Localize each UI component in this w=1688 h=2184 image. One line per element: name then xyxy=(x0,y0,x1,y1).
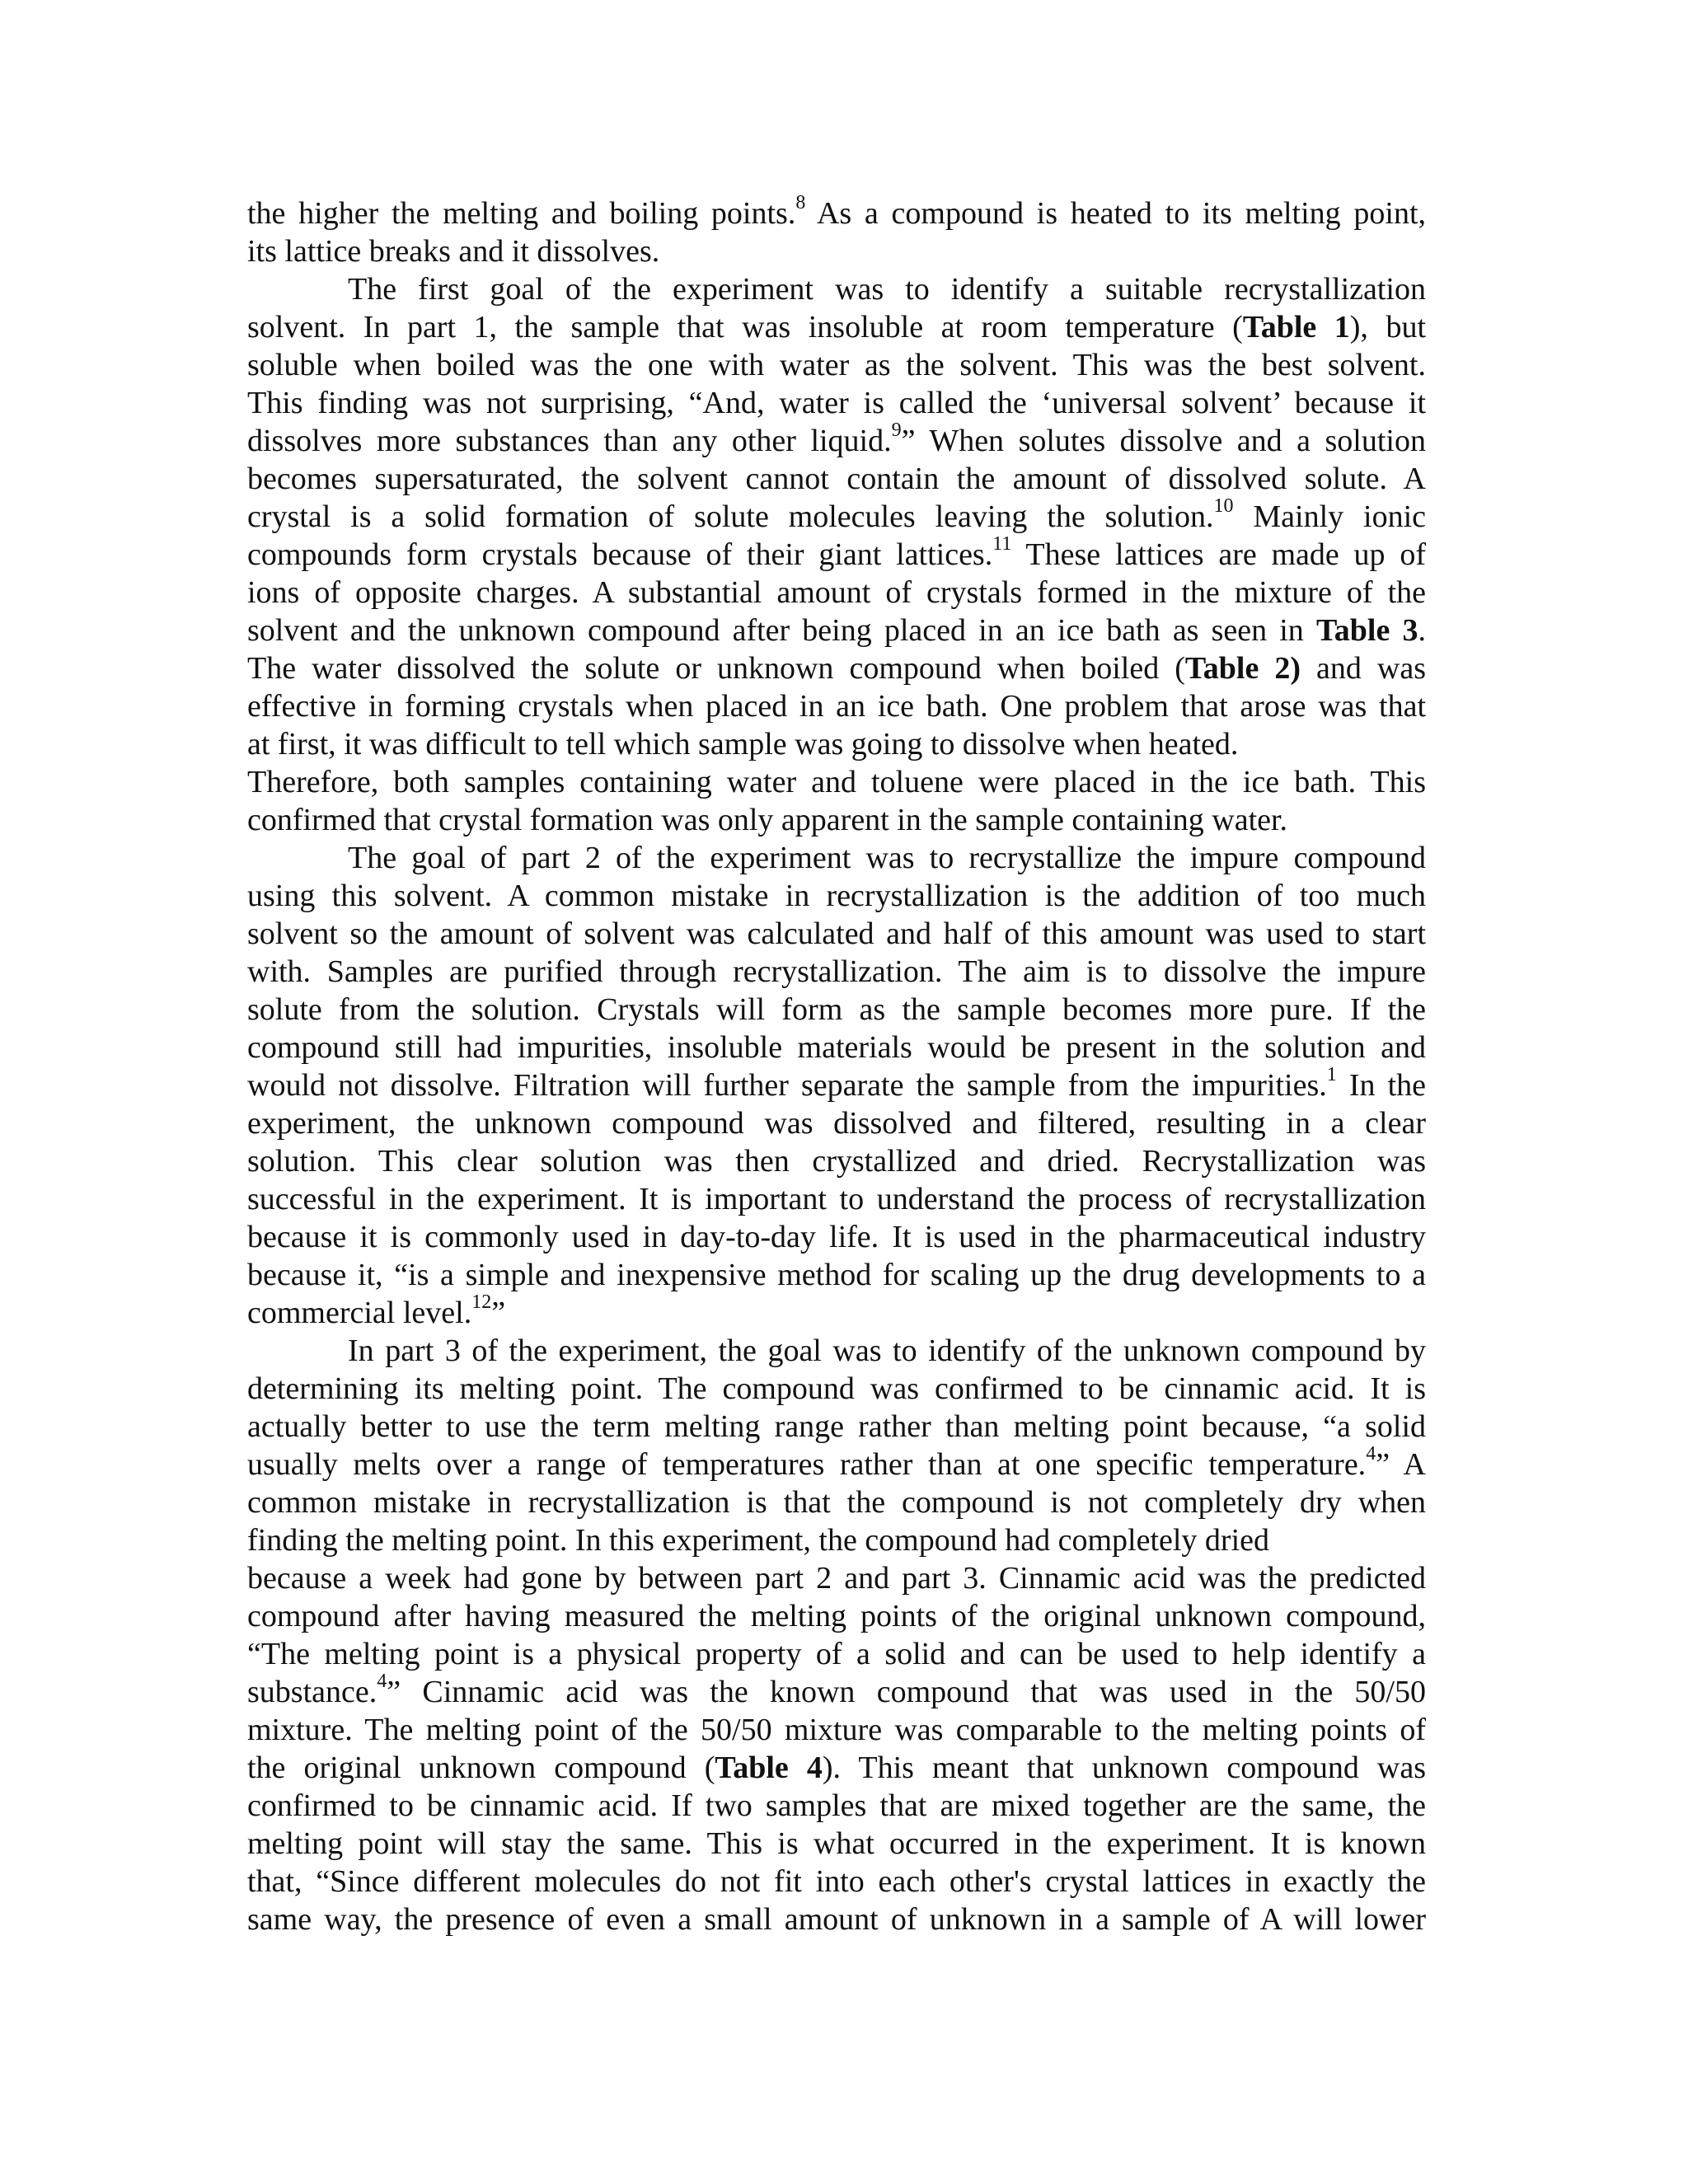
text-segment: experiment, the unknown compound was dissolved and filtered, resulting in a clear xyxy=(247,1106,1426,1141)
text-segment: The goal of part 2 of the experiment was to recrystallize the impure compound xyxy=(348,841,1426,875)
text-segment: ” When solutes dissolve and a solution xyxy=(901,424,1426,458)
text-segment: ” xyxy=(491,1296,506,1330)
text-segment: compound after having measured the melting points of the original unknown compound, xyxy=(247,1599,1426,1633)
text-segment: compound still had impurities, insoluble materials would be present in the solution and xyxy=(247,1030,1426,1065)
text-segment: This finding was not surprising, “And, water is called the ‘universal solvent’ because it xyxy=(247,386,1426,420)
text-segment: ” Cinnamic acid was the known compound that was used in the 50/50 xyxy=(387,1675,1426,1709)
document-page xyxy=(247,194,1426,1938)
text-line xyxy=(247,419,1426,460)
text-line xyxy=(247,384,1426,422)
text-line xyxy=(247,839,1426,877)
text-line xyxy=(247,1256,1426,1294)
text-line xyxy=(247,1370,1426,1408)
text-line xyxy=(247,574,1426,612)
bold-table-ref: Table 2) xyxy=(1184,651,1301,686)
text-segment: ” A xyxy=(1376,1447,1426,1482)
text-line xyxy=(247,1142,1426,1180)
text-line xyxy=(247,1180,1426,1218)
text-line xyxy=(247,649,1426,687)
text-line xyxy=(247,1521,1426,1559)
text-line xyxy=(247,460,1426,498)
text-segment: crystal is a solid formation of solute molecules leaving the solution. xyxy=(247,499,1214,534)
text-segment: These lattices are made up of xyxy=(1011,537,1426,572)
text-segment: commercial level. xyxy=(247,1296,472,1330)
text-line xyxy=(247,1597,1426,1635)
text-segment: compounds form crystals because of their giant lattices. xyxy=(247,537,993,572)
text-segment: melting point will stay the same. This is what occurred in the experiment. It is known xyxy=(247,1826,1426,1861)
text-segment: with. Samples are purified through recrystallization. The aim is to dissolve the impure xyxy=(247,954,1426,989)
text-line xyxy=(247,1635,1426,1673)
text-segment: solvent. In part 1, the sample that was insoluble at room temperature ( xyxy=(247,310,1243,344)
text-segment: solvent and the unknown compound after being placed in an ice bath as seen in xyxy=(247,613,1316,648)
text-segment: because a week had gone by between part 2 and part 3. Cinnamic acid was the predicted xyxy=(247,1561,1426,1596)
text-segment: . xyxy=(1418,613,1426,648)
text-segment: because it is commonly used in day-to-day life. It is used in the pharmaceutical industry xyxy=(247,1220,1426,1254)
text-segment: the higher the melting and boiling points. xyxy=(247,196,796,231)
text-line xyxy=(247,725,1426,763)
text-segment: solution. This clear solution was then crystallized and dried. Recrystallization was xyxy=(247,1144,1426,1179)
text-line xyxy=(247,915,1426,953)
text-segment: because it, “is a simple and inexpensive method for scaling up the drug developments to a xyxy=(247,1258,1426,1292)
text-line xyxy=(247,270,1426,308)
text-segment: “The melting point is a physical property of a solid and can be used to help identify a xyxy=(247,1637,1426,1671)
text-line xyxy=(247,1104,1426,1142)
text-segment: becomes supersaturated, the solvent cannot contain the amount of dissolved solute. A xyxy=(247,462,1426,496)
text-line xyxy=(247,232,1426,270)
text-line xyxy=(247,1029,1426,1066)
text-line xyxy=(247,308,1426,346)
text-segment: As a compound is heated to its melting point, xyxy=(805,196,1426,231)
text-segment: actually better to use the term melting range rather than melting point because, “a solid xyxy=(247,1409,1426,1444)
text-segment: dissolves more substances than any other liquid. xyxy=(247,424,892,458)
text-segment: The first goal of the experiment was to identify a suitable recrystallization xyxy=(348,272,1426,307)
text-line xyxy=(247,1408,1426,1446)
text-segment: The water dissolved the solute or unknown compound when boiled ( xyxy=(247,651,1185,686)
bold-table-ref: Table 4 xyxy=(715,1750,823,1785)
text-line xyxy=(247,763,1426,801)
text-line xyxy=(247,953,1426,991)
text-segment: that, “Since different molecules do not fit into each other's crystal lattices in exactly the xyxy=(247,1864,1426,1899)
text-segment: ), but xyxy=(1349,310,1427,344)
text-line xyxy=(247,533,1426,574)
text-line xyxy=(247,1066,1426,1104)
text-line xyxy=(247,1711,1426,1749)
footnote-ref: 11 xyxy=(992,533,1012,555)
text-line xyxy=(247,1825,1426,1863)
text-line xyxy=(247,612,1426,649)
text-segment: determining its melting point. The compound was confirmed to be cinnamic acid. It is xyxy=(247,1371,1426,1406)
text-line xyxy=(247,194,1426,232)
text-line xyxy=(247,1863,1426,1900)
text-line xyxy=(247,801,1426,839)
text-segment: at first, it was difficult to tell which sample was going to dissolve when heated. xyxy=(247,727,1239,762)
text-segment: soluble when boiled was the one with water as the solvent. This was the best solvent. xyxy=(247,348,1426,382)
text-segment: same way, the presence of even a small amount of unknown in a sample of A will lower xyxy=(247,1902,1426,1937)
text-segment: ions of opposite charges. A substantial amount of crystals formed in the mixture of the xyxy=(247,575,1426,610)
text-segment: In the xyxy=(1336,1068,1426,1103)
text-line xyxy=(247,1749,1426,1787)
footnote-ref: 8 xyxy=(795,192,806,214)
text-line xyxy=(247,346,1426,384)
text-line xyxy=(247,1332,1426,1370)
footnote-ref: 1 xyxy=(1326,1064,1337,1086)
text-line xyxy=(247,1673,1426,1711)
text-segment: effective in forming crystals when placed in an ice bath. One problem that arose was that xyxy=(247,689,1426,724)
text-line xyxy=(247,495,1426,536)
text-line xyxy=(247,1291,1426,1332)
bold-table-ref: Table 1 xyxy=(1242,310,1350,344)
text-line xyxy=(247,1483,1426,1521)
text-segment: ). This meant that unknown compound was xyxy=(822,1750,1426,1785)
text-segment: solute from the solution. Crystals will form as the sample becomes more pure. If the xyxy=(247,992,1426,1027)
text-line xyxy=(247,991,1426,1029)
text-segment: using this solvent. A common mistake in recrystallization is the addition of too much xyxy=(247,879,1426,913)
footnote-ref: 4 xyxy=(1366,1443,1376,1465)
text-line xyxy=(247,877,1426,915)
text-line xyxy=(247,1443,1426,1483)
text-line xyxy=(247,1218,1426,1256)
text-segment: substance. xyxy=(247,1675,377,1709)
text-segment: usually melts over a range of temperatures rather than at one specific temperature. xyxy=(247,1447,1367,1482)
text-segment: In part 3 of the experiment, the goal was to identify of the unknown compound by xyxy=(348,1333,1426,1368)
text-segment: and was xyxy=(1300,651,1426,686)
text-line xyxy=(247,1787,1426,1825)
text-line xyxy=(247,687,1426,725)
text-line xyxy=(247,1559,1426,1597)
text-segment: confirmed to be cinnamic acid. If two samples that are mixed together are the same, the xyxy=(247,1788,1426,1823)
text-segment: would not dissolve. Filtration will further separate the sample from the impurities. xyxy=(247,1068,1327,1103)
text-segment: the original unknown compound ( xyxy=(247,1750,715,1785)
footnote-ref: 4 xyxy=(377,1671,387,1693)
bold-table-ref: Table 3 xyxy=(1315,613,1418,648)
text-segment: mixture. The melting point of the 50/50 mixture was comparable to the melting points of xyxy=(247,1713,1426,1747)
footnote-ref: 9 xyxy=(891,419,902,442)
text-segment: Therefore, both samples containing water and toluene were placed in the ice bath. This xyxy=(247,765,1426,799)
text-line xyxy=(247,1900,1426,1938)
footnote-ref: 12 xyxy=(471,1291,492,1314)
text-segment: its lattice breaks and it dissolves. xyxy=(247,234,660,269)
text-segment: common mistake in recrystallization is that the compound is not completely dry when xyxy=(247,1485,1426,1520)
footnote-ref: 10 xyxy=(1213,495,1234,518)
text-segment: successful in the experiment. It is important to understand the process of recrystallization xyxy=(247,1182,1426,1216)
text-segment: confirmed that crystal formation was only apparent in the sample containing water. xyxy=(247,803,1288,837)
text-segment: solvent so the amount of solvent was calculated and half of this amount was used to start xyxy=(247,916,1426,951)
text-segment: finding the melting point. In this experiment, the compound had completely dried xyxy=(247,1523,1270,1558)
text-segment: Mainly ionic xyxy=(1233,499,1426,534)
